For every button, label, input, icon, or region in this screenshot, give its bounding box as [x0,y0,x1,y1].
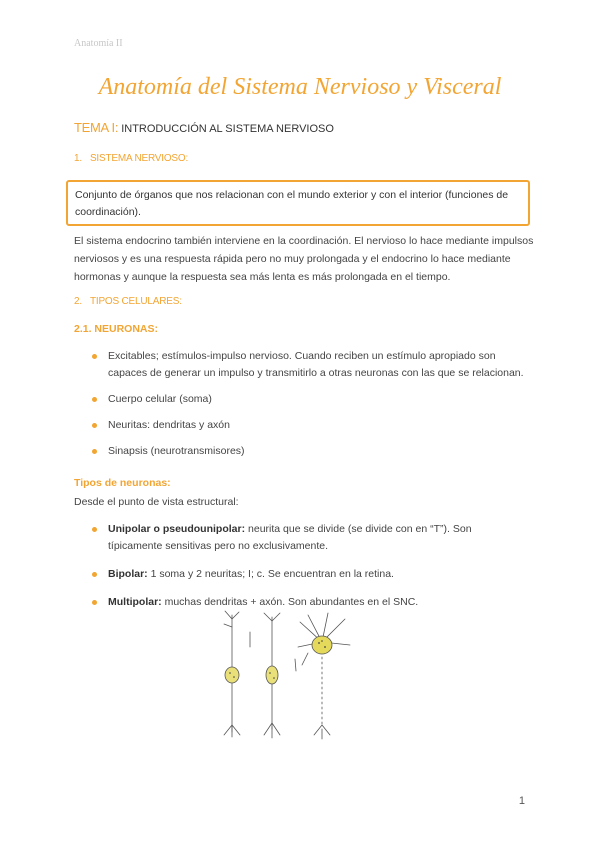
bullet-dot [92,449,97,454]
section-2-heading [74,296,182,307]
term-unipolar: Unipolar o pseudounipolar: [108,523,246,535]
list-item [74,521,524,555]
list-item [74,391,524,408]
list-item-text: Cuerpo celular (soma) [108,393,212,405]
section-2-number: 2. [74,296,82,307]
tema-label: INTRODUCCIÓN AL SISTEMA NERVIOSO [121,123,334,135]
bullet-dot [92,600,97,605]
tema-heading [74,120,334,135]
neuron-types-illustration [210,607,360,747]
bullet-dot [92,572,97,577]
list-item-text: neurita que se divide (se divide con en “T”). Son típicamente sensitivas pero no exclusivamente. [108,523,472,552]
list-item [74,417,524,434]
types-heading: Tipos de neuronas: [74,477,171,489]
types-intro: Desde el punto de vista estructural: [74,496,239,508]
list-item-text: 1 soma y 2 neuritas; I; c. Se encuentran en la retina. [147,568,394,580]
list-item [74,566,524,583]
list-item-text: Excitables; estímulos-impulso nervioso. Cuando reciben un estímulo apropiado son capaces de generar un impulso y transmitirlo a otras neuronas con las que se relacionan. [108,350,524,379]
bullet-dot [92,423,97,428]
bullet-dot [92,527,97,532]
paragraph-endocrine: El sistema endocrino también interviene en la coordinación. El nervioso lo hace mediante impulsos nerviosos y es una respuesta rápida pero no muy prolongada y el endocrino lo hace mediante hormonas y aunque la respuesta sea más lenta es más prolongada en el tiempo. [74,235,534,283]
section-1-heading [74,153,188,164]
section-1-label: SISTEMA NERVIOSO: [89,153,189,164]
running-head: Anatomía II [74,38,123,49]
list-item-text: Neuritas: dendritas y axón [108,419,230,431]
subsection-neuronas: 2.1. NEURONAS: [74,323,159,335]
list-item [74,348,524,382]
document-title: Anatomía del Sistema Nervioso y Visceral [98,74,502,100]
bullet-dot [92,354,97,359]
neuron-types-list [74,521,524,611]
bullet-dot [92,397,97,402]
tema-number: TEMA I: [74,120,119,135]
term-bipolar: Bipolar: [108,568,148,580]
list-item [74,443,524,460]
list-item-text: Sinapsis (neurotransmisores) [108,445,245,457]
term-multipolar: Multipolar: [108,596,162,608]
page-number: 1 [518,795,525,807]
section-1-number: 1. [74,153,82,164]
list-item-text: muchas dendritas + axón. Son abundantes en el SNC. [161,596,419,608]
definition-box: Conjunto de órganos que nos relacionan con el mundo exterior y con el interior (funciones de coordinación). [66,180,530,226]
section-2-label: TIPOS CELULARES: [89,296,182,307]
neuron-bullet-list [74,348,524,460]
